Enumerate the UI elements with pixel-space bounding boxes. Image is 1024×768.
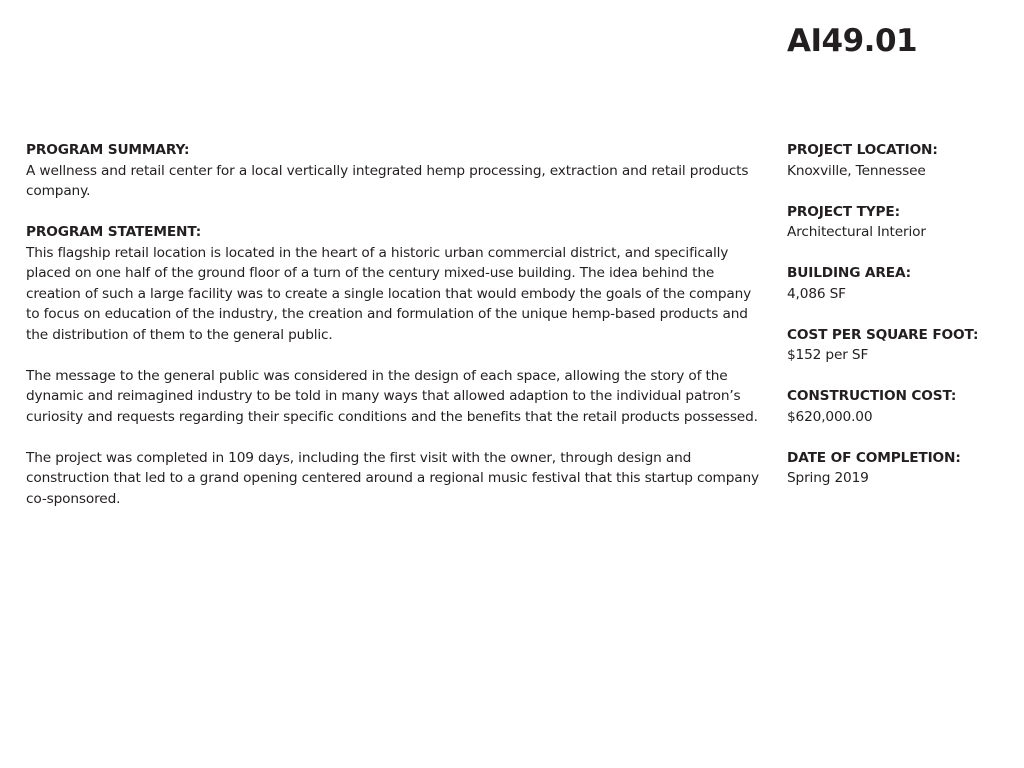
fact-date-of-completion <box>787 448 1017 489</box>
fact-building-area <box>787 263 1017 304</box>
fact-label: PROJECT LOCATION: <box>787 142 938 158</box>
fact-label: CONSTRUCTION COST: <box>787 388 957 404</box>
program-statement-paragraph-2: The message to the general public was considered in the design of each space, allowing the story of the dynamic and reimagined industry to be told in many ways that allowed adaption to the individual patron’s curiosity and requests regarding their specific conditions and the benefits that the retail products possessed. <box>26 367 758 425</box>
program-description <box>26 140 762 530</box>
fact-label: PROJECT TYPE: <box>787 203 900 220</box>
fact-value: $152 per SF <box>787 347 869 363</box>
fact-value: $620,000.00 <box>787 408 873 425</box>
program-statement-paragraph-3: The project was completed in 109 days, including the first visit with the owner, through design and construction that led to a grand opening centered around a regional music festival that this startup company co-sponsored. <box>26 449 759 507</box>
fact-label: DATE OF COMPLETION: <box>787 449 961 466</box>
program-statement-heading: PROGRAM STATEMENT: <box>26 224 202 240</box>
fact-label: BUILDING AREA: <box>787 265 911 281</box>
fact-value: Architectural Interior <box>787 224 926 240</box>
fact-value: Spring 2019 <box>787 470 869 486</box>
fact-project-location <box>787 140 1017 181</box>
fact-value: 4,086 SF <box>787 285 846 302</box>
program-summary-text: A wellness and retail center for a local vertically integrated hemp processing, extraction and retail products company. <box>26 162 749 199</box>
fact-cost-per-square-foot <box>787 325 1017 366</box>
fact-label: COST PER SQUARE FOOT: <box>787 326 979 343</box>
program-statement-paragraph-1: This flagship retail location is located in the heart of a historic urban commercial district, and specifically placed on one half of the ground floor of a turn of the century mixed-use building. The idea behind the creation of such a large facility was to create a single location that would embody the goals of the company to focus on education of the industry, the creation and formulation of the unique hemp-based products and the distribution of them to the general public. <box>26 244 752 343</box>
project-facts <box>787 140 1017 509</box>
fact-project-type <box>787 202 1017 243</box>
fact-construction-cost <box>787 386 1017 427</box>
fact-value: Knoxville, Tennessee <box>787 162 926 179</box>
program-summary-heading: PROGRAM SUMMARY: <box>26 142 190 158</box>
sheet-id-title: AI49.01 <box>787 23 918 59</box>
